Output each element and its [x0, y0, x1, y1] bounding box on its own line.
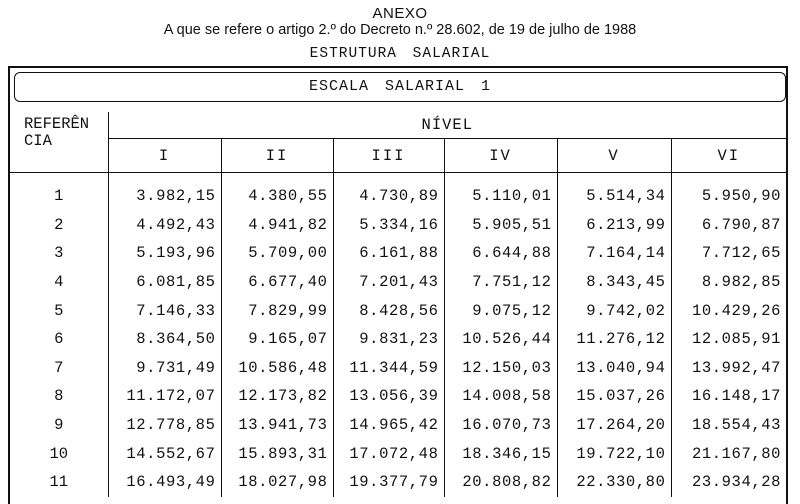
table-row — [10, 382, 786, 411]
table-row — [10, 173, 786, 211]
reference-column-header — [10, 112, 108, 173]
salary-cell: 5.514,34 — [557, 173, 671, 211]
salary-cell: 3.982,15 — [108, 173, 221, 211]
salary-cell: 9.075,12 — [444, 296, 557, 325]
salary-cell: 7.164,14 — [557, 239, 671, 268]
salary-cell: 5.193,96 — [108, 239, 221, 268]
reference-cell: 6 — [10, 325, 108, 354]
table-row — [10, 239, 786, 268]
salary-cell: 9.165,07 — [221, 325, 333, 354]
salary-cell: 5.950,90 — [701, 187, 782, 206]
salary-cell: 19.722,10 — [557, 439, 671, 468]
table-row — [10, 468, 786, 497]
reference-cell: 9 — [10, 411, 108, 440]
level-header: III — [333, 139, 444, 173]
salary-cell: 13.056,39 — [333, 382, 444, 411]
salary-cell: 6.790,87 — [701, 215, 782, 234]
reference-cell: 10 — [10, 439, 108, 468]
salary-cell: 18.554,43 — [691, 416, 782, 435]
salary-cell: 12.173,82 — [221, 382, 333, 411]
reference-cell: 3 — [10, 239, 108, 268]
salary-cell: 5.334,16 — [333, 211, 444, 240]
structure-title: ESTRUTURA SALARIAL — [309, 46, 491, 62]
reference-cell: 5 — [10, 296, 108, 325]
level-header: IV — [444, 139, 557, 173]
level-header: VI — [671, 139, 786, 173]
salary-cell: 4.492,43 — [108, 211, 221, 240]
salary-cell: 22.330,80 — [557, 468, 671, 497]
table-row — [10, 411, 786, 440]
salary-cell: 14.008,58 — [444, 382, 557, 411]
salary-cell: 14.965,42 — [333, 411, 444, 440]
level-header: I — [108, 139, 221, 173]
table-row — [10, 354, 786, 383]
salary-cell: 10.526,44 — [444, 325, 557, 354]
salary-cell: 16.148,17 — [691, 387, 782, 406]
table-row — [10, 296, 786, 325]
level-header: II — [221, 139, 333, 173]
salary-cell: 4.730,89 — [333, 173, 444, 211]
table-body — [10, 173, 786, 497]
salary-cell: 20.808,82 — [444, 468, 557, 497]
salary-cell: 7.712,65 — [701, 244, 782, 263]
salary-cell: 5.905,51 — [444, 211, 557, 240]
salary-cell: 15.893,31 — [221, 439, 333, 468]
salary-cell: 4.380,55 — [221, 173, 333, 211]
salary-cell: 8.343,45 — [557, 268, 671, 297]
salary-cell: 5.110,01 — [444, 173, 557, 211]
salary-cell: 7.829,99 — [221, 296, 333, 325]
salary-cell: 11.172,07 — [108, 382, 221, 411]
salary-cell: 6.213,99 — [557, 211, 671, 240]
reference-cell: 1 — [10, 173, 108, 211]
salary-cell: 15.037,26 — [557, 382, 671, 411]
salary-cell: 13.040,94 — [557, 354, 671, 383]
salary-cell: 10.429,26 — [691, 301, 782, 320]
salary-cell: 6.161,88 — [333, 239, 444, 268]
salary-scale-title: ESCALA SALARIAL 1 — [14, 72, 786, 102]
salary-table — [10, 112, 786, 497]
salary-cell: 7.751,12 — [444, 268, 557, 297]
salary-cell: 9.731,49 — [108, 354, 221, 383]
annex-title: ANEXO — [372, 5, 428, 22]
decree-reference: A que se refere o artigo 2.º do Decreto n.º 28.602, de 19 de julho de 1988 — [163, 22, 637, 38]
reference-cell: 7 — [10, 354, 108, 383]
salary-cell: 12.778,85 — [108, 411, 221, 440]
table-row — [10, 268, 786, 297]
reference-cell: 11 — [10, 468, 108, 497]
table-row — [10, 439, 786, 468]
level-header: V — [557, 139, 671, 173]
salary-cell: 17.072,48 — [333, 439, 444, 468]
salary-cell: 10.586,48 — [221, 354, 333, 383]
salary-cell: 13.941,73 — [221, 411, 333, 440]
salary-cell: 7.146,33 — [108, 296, 221, 325]
salary-cell: 11.344,59 — [333, 354, 444, 383]
salary-cell: 12.085,91 — [691, 330, 782, 349]
salary-cell: 19.377,79 — [333, 468, 444, 497]
salary-cell: 23.934,28 — [691, 473, 782, 492]
reference-cell: 2 — [10, 211, 108, 240]
salary-cell: 17.264,20 — [557, 411, 671, 440]
salary-cell: 6.644,88 — [444, 239, 557, 268]
table-row — [10, 211, 786, 240]
salary-cell: 6.081,85 — [108, 268, 221, 297]
salary-cell: 4.941,82 — [221, 211, 333, 240]
salary-cell: 8.364,50 — [108, 325, 221, 354]
salary-cell: 8.428,56 — [333, 296, 444, 325]
salary-cell: 6.677,40 — [221, 268, 333, 297]
salary-cell: 9.831,23 — [333, 325, 444, 354]
salary-cell: 21.167,80 — [691, 444, 782, 463]
reference-cell: 8 — [10, 382, 108, 411]
salary-cell: 16.493,49 — [108, 468, 221, 497]
table-row — [10, 325, 786, 354]
salary-cell: 8.982,85 — [701, 273, 782, 292]
salary-cell: 7.201,43 — [333, 268, 444, 297]
salary-cell: 16.070,73 — [444, 411, 557, 440]
salary-cell: 12.150,03 — [444, 354, 557, 383]
level-group-header: NÍVEL — [108, 112, 786, 139]
salary-cell: 9.742,02 — [557, 296, 671, 325]
salary-cell: 18.027,98 — [221, 468, 333, 497]
reference-cell: 4 — [10, 268, 108, 297]
salary-cell: 13.992,47 — [691, 358, 782, 377]
reference-header-line1: REFERÊN — [24, 115, 90, 133]
salary-cell: 5.709,00 — [221, 239, 333, 268]
reference-header-line2: CIA — [24, 132, 52, 150]
salary-cell: 14.552,67 — [108, 439, 221, 468]
salary-cell: 11.276,12 — [557, 325, 671, 354]
salary-cell: 18.346,15 — [444, 439, 557, 468]
